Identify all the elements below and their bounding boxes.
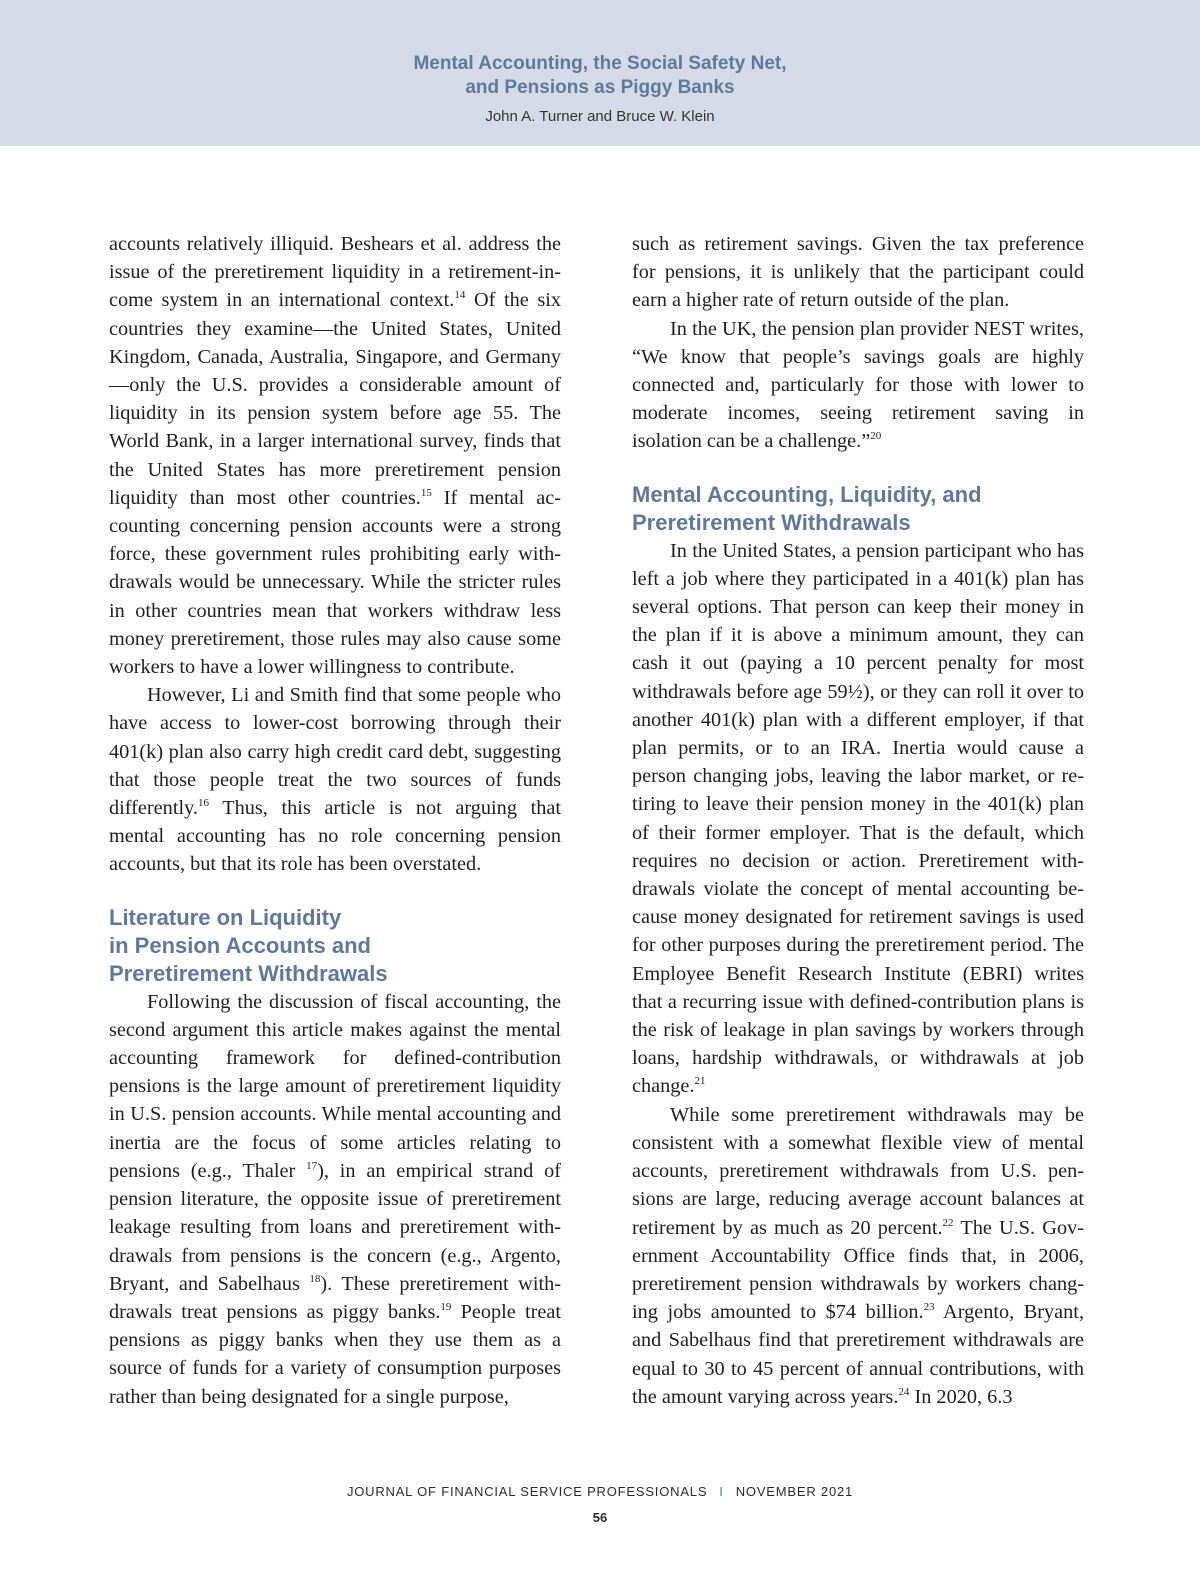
left-column <box>109 230 561 1411</box>
right-paragraph-1: such as retirement savings. Given the tax preference for pensions, it is unlikely that the participant could earn a higher rate of return outside of the plan. <box>632 233 1084 312</box>
journal-name: JOURNAL OF FINANCIAL SERVICE PROFESSIONALS <box>346 1484 708 1499</box>
footnote-ref: 22 <box>942 1216 954 1229</box>
article-title <box>0 52 1200 100</box>
article-authors: John A. Turner and Bruce W. Klein <box>485 108 715 125</box>
header-band <box>0 0 1200 146</box>
right-paragraph-4: While some preretirement withdrawals may be consistent with a somewhat flexible view of mental accounts, preretirement withdrawals from U.S. pensions are large, reducing average account balances at retirement by as much as 20 percent.$^{22}$ The U.S. Government Accountability Office finds that, in 2006, preretirement pension withdrawals by workers changing jobs amounted to $74 billion.$^{23}$ Argento, Bryant, and Sabelhaus find that preretirement withdrawals are equal to 30 to 45 percent of annual contributions, with the amount varying across years.$^{24}$ In 2020, 6.3 <box>632 1103 1085 1408</box>
footnote-ref: 23 <box>923 1301 935 1314</box>
footnote-ref: 15 <box>420 486 432 499</box>
footnote-ref: 19 <box>440 1300 452 1313</box>
footnote-ref: 17 <box>306 1159 318 1172</box>
section-heading-mental-accounting: Mental Accounting, Liquidity, and Preretirement Withdrawals <box>632 481 982 535</box>
footnote-ref: 18 <box>309 1272 321 1285</box>
issue-date: NOVEMBER 2021 <box>735 1484 854 1499</box>
footnote-ref: 14 <box>454 289 466 302</box>
right-paragraph-2: In the UK, the pension plan provider NEST writes, “We know that people’s savings goals are highly connected and, particularly for those with lower to moderate incomes, seeing retirement saving in isolation can be a challenge.”$^{20}$ <box>632 317 1084 453</box>
left-paragraph-3: Following the discussion of fiscal accounting, the second argument this article makes against the mental accounting framework for defined-contribution pensions is the large amount of preretirement liquidity in U.S. pension accounts. While mental accounting and inertia are the focus of some articles relating to pensions (e.g., Thaler $^{17}$), in an empirical strand of pension literature, the opposite issue of preretirement leakage resulting from loans and preretirement withdrawals from pensions is the concern (e.g., Argento, Bryant, and Sabelhaus $^{18}$). These preretirement withdrawals treat pensions as piggy banks.$^{19}$ People treat pensions as piggy banks when they use them as a source of funds for a variety of consumption purposes rather than being designated for a single purpose, <box>109 990 561 1408</box>
article-title-line-1: Mental Accounting, the Social Safety Net, <box>413 53 787 74</box>
left-paragraph-2: However, Li and Smith find that some people who have access to lower-cost borrowing through their 401(k) plan also carry high credit card debt, suggesting that those people treat the two sources of funds differently.$^{16}$ Thus, this article is not arguing that mental accounting has no role concerning pension accounts, but that its role has been overstated. <box>109 684 561 876</box>
right-paragraph-3: In the United States, a pension participant who has left a job where they participated in a 401(k) plan has several options. That person can keep their money in the plan if it is above a minimum amount, they can cash it out (paying a 10 percent penalty for most withdrawals before age 59½), or they can roll it over to another 401(k) plan with a different employer, if that plan permits, or to an IRA. Inertia would cause a person changing jobs, leaving the labor market, or retiring to leave their pension money in the 401(k) plan of their former employer. That is the default, which requires no decision or action. Preretirement withdrawals violate the concept of mental accounting because money designated for retirement savings is used for other purposes during the preretirement period. The Employee Benefit Research Institute (EBRI) writes that a recurring issue with defined-contribution plans is the risk of leakage in plan savings by workers through loans, hardship withdrawals, or withdrawals at job change.$^{21}$ <box>632 539 1084 1098</box>
footnote-ref: 21 <box>694 1075 706 1088</box>
article-title-line-2: and Pensions as Piggy Banks <box>465 77 735 98</box>
journal-footer <box>0 1484 1200 1499</box>
footnote-ref: 24 <box>898 1385 910 1398</box>
section-heading-literature: Literature on Liquidity in Pension Accounts and Preretirement Withdrawals <box>109 904 388 986</box>
footnote-ref: 16 <box>197 797 209 810</box>
left-paragraph-1: accounts relatively illiquid. Beshears et al. address the issue of the preretirement liquidity in a retirement-income system in an international context.$^{14}$ Of the six countries they examine—the United States, United Kingdom, Canada, Australia, Singapore, and Germany—only the U.S. provides a considerable amount of liquidity in its pension system before age 55. The World Bank, in a larger international survey, finds that the United States has more preretirement pension liquidity than most other countries.$^{15}$ If mental accounting concerning pension accounts were a strong force, these government rules prohibiting early withdrawals would be unnecessary. While the stricter rules in other countries mean that workers withdraw less money preretirement, those rules may also cause some workers to have a lower willingness to contribute. <box>109 233 561 679</box>
page-number: 56 <box>592 1510 608 1525</box>
right-column <box>632 230 1084 1411</box>
footnote-ref: 20 <box>870 430 882 443</box>
footer-separator: I <box>719 1484 724 1499</box>
